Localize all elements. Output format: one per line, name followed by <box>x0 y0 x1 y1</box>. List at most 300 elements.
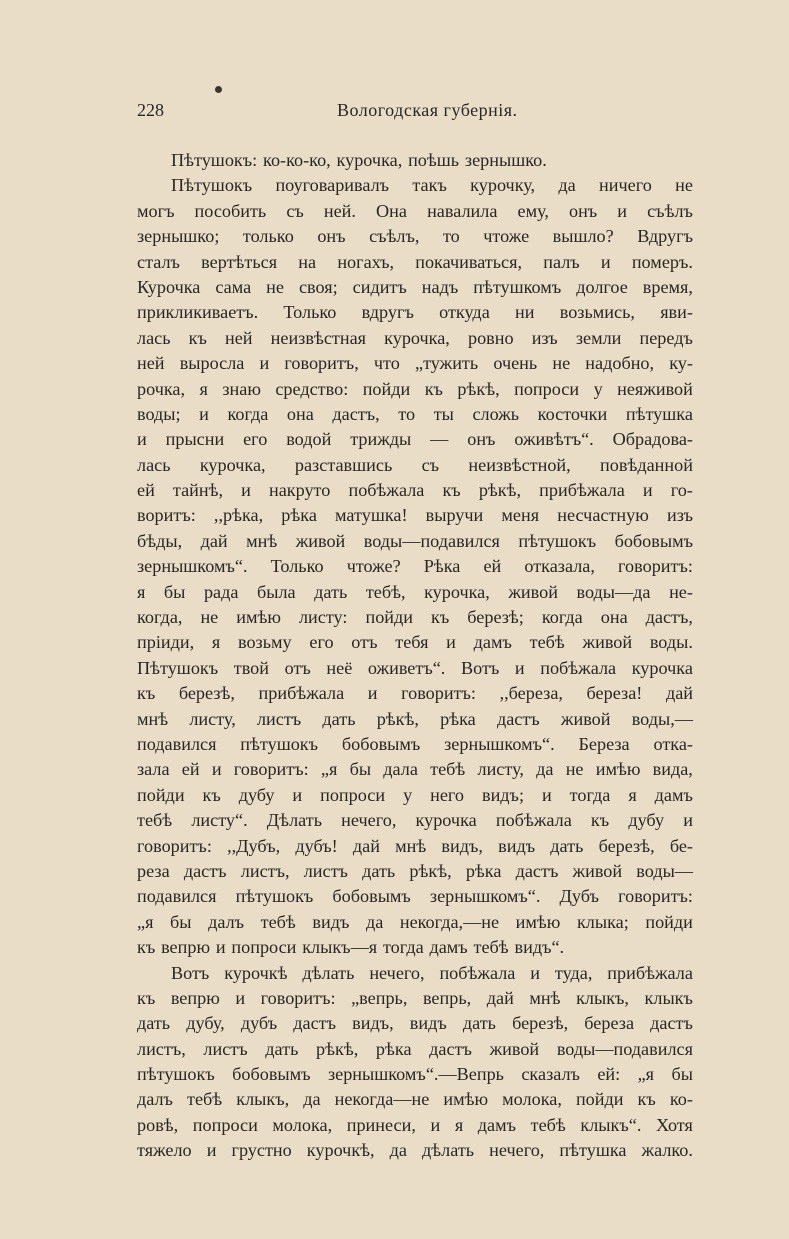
word: говоритъ, <box>284 353 359 374</box>
word: курочкѣ <box>224 962 288 983</box>
word: надъ <box>421 276 459 297</box>
word: листу, <box>477 759 524 780</box>
word: и <box>446 632 456 653</box>
word: клыкъ—я <box>302 937 378 958</box>
word: неизвѣстной, <box>468 454 571 475</box>
word: не <box>200 607 219 628</box>
word: время, <box>642 276 693 297</box>
word: она <box>286 403 314 424</box>
word: и <box>215 937 226 958</box>
word: дѣлать <box>302 962 355 983</box>
text-line <box>137 961 693 986</box>
word: трижды <box>350 429 412 450</box>
word: несчастную <box>557 505 649 526</box>
word: выручи <box>425 505 484 526</box>
word: я <box>628 784 637 805</box>
text-line <box>137 199 693 224</box>
word: къ <box>637 1089 656 1110</box>
word: и <box>137 429 147 450</box>
word: чтоже? <box>346 556 401 577</box>
word: береза <box>584 1013 635 1034</box>
word: рочка, <box>137 378 186 399</box>
word: Обрадова- <box>612 429 693 450</box>
word: живой <box>560 708 611 729</box>
word: дастъ, <box>332 403 380 424</box>
word: воды—подавился <box>363 530 500 551</box>
word: клыкъ“. <box>580 1114 642 1135</box>
word: пособить <box>194 200 267 221</box>
word: дать <box>462 1013 496 1034</box>
word: рѣка <box>465 860 502 881</box>
word: пѣтушокъ <box>235 886 314 907</box>
text-line <box>137 1087 693 1112</box>
word: клыкъ, <box>576 987 629 1008</box>
word: зернышко. <box>464 150 547 170</box>
word: молока, <box>272 1114 333 1135</box>
word: рѣка <box>281 505 317 526</box>
word: „вепрь, <box>351 987 408 1008</box>
text-line <box>137 503 693 528</box>
word: говоритъ: <box>137 835 212 856</box>
text-line <box>137 529 693 554</box>
word: ей <box>137 480 155 501</box>
word: жалко. <box>641 1140 693 1161</box>
word: рѣкѣ, <box>409 860 452 881</box>
word: нечего, <box>489 1140 545 1161</box>
word: тяжело <box>137 1140 192 1161</box>
word: вепрю <box>170 987 220 1008</box>
word: Только <box>270 556 324 577</box>
word: сталъ <box>137 251 180 272</box>
word: была <box>257 581 296 602</box>
word: дубу, <box>186 1013 225 1034</box>
text-line <box>137 300 693 325</box>
word: ровно <box>467 327 514 348</box>
word: и <box>541 784 552 805</box>
word: да <box>389 1140 407 1161</box>
word: лась <box>137 327 171 348</box>
word: листъ, <box>137 1038 186 1059</box>
word: говоритъ: <box>233 759 309 780</box>
word: чтоже <box>483 226 530 247</box>
word: дамъ <box>429 937 468 958</box>
text-line <box>137 275 693 300</box>
word: къ <box>137 683 156 704</box>
word: дать <box>265 1038 299 1059</box>
word: попроси <box>514 378 580 399</box>
text-line <box>137 783 693 808</box>
word: пойди <box>362 378 411 399</box>
text-line <box>137 834 693 859</box>
word: изъ <box>531 327 558 348</box>
word: померъ. <box>631 251 693 272</box>
text-line <box>137 884 693 909</box>
word: онъ <box>467 429 496 450</box>
word: дубъ! <box>295 835 338 856</box>
word: го- <box>670 480 693 501</box>
word: Пѣтушокъ <box>137 657 219 678</box>
word: видъ“. <box>514 937 565 958</box>
word: попроси <box>320 784 386 805</box>
word: дать <box>137 1013 171 1034</box>
word: зернышкомъ“. <box>444 733 555 754</box>
word: говоритъ: <box>401 683 476 704</box>
word: видъ <box>312 911 350 932</box>
word: и <box>367 683 378 704</box>
word: ни <box>515 302 535 323</box>
text-line <box>137 732 693 757</box>
word: пѣтушкомъ <box>473 276 562 297</box>
text-line <box>137 1062 693 1087</box>
word: матушка! <box>335 505 408 526</box>
word: да <box>303 1089 321 1110</box>
word: средство: <box>275 378 349 399</box>
word: имѣю <box>515 911 561 932</box>
word: листу“. <box>191 810 248 831</box>
word: отъ <box>284 657 311 678</box>
word: живой <box>508 581 558 602</box>
word: живой <box>582 632 633 653</box>
word: воды; <box>137 403 181 424</box>
word: побѣжала <box>439 962 516 983</box>
word: некогда—не <box>334 1089 430 1110</box>
word: дать <box>362 860 396 881</box>
word: ему, <box>517 200 549 221</box>
word: дастъ, <box>645 607 693 628</box>
word: курочку, <box>470 175 536 196</box>
word: курочка, <box>336 150 403 170</box>
text-line <box>137 1011 693 1036</box>
text-line <box>137 1138 693 1163</box>
word: прикликиваетъ. <box>137 302 259 323</box>
word: курочка, <box>199 454 266 475</box>
word: на <box>298 251 317 272</box>
text-line <box>137 757 693 782</box>
word: Она <box>376 200 407 221</box>
word: береза! <box>586 683 643 704</box>
word: выросла <box>179 353 245 374</box>
word: нечего, <box>369 962 425 983</box>
word: говоритъ: <box>618 556 693 577</box>
word: воды—да <box>576 581 651 602</box>
word: и <box>514 657 525 678</box>
word: онъ <box>568 200 598 221</box>
text-line <box>137 173 693 198</box>
word: дамъ <box>654 784 693 805</box>
word: ничего <box>599 175 652 196</box>
word: рѣкѣ, <box>478 480 522 501</box>
word: къ <box>442 480 461 501</box>
word: живой <box>572 860 623 881</box>
word: она <box>600 607 628 628</box>
word: отказала, <box>524 556 595 577</box>
word: твой <box>233 657 269 678</box>
word: листъ <box>203 1038 248 1059</box>
word: тогда <box>569 784 611 805</box>
word: ногахъ, <box>337 251 395 272</box>
word: грустно <box>231 1140 292 1161</box>
word: дамъ <box>473 632 512 653</box>
word: некогда,—не <box>399 911 500 932</box>
word: Хотя <box>655 1114 693 1135</box>
word: я <box>137 581 146 602</box>
word: покачиваться, <box>415 251 523 272</box>
page-header <box>137 100 693 130</box>
word: далъ <box>137 1089 173 1110</box>
word: откуда <box>439 302 490 323</box>
text-line <box>137 224 693 249</box>
word: имѣю <box>236 607 281 628</box>
word: къ <box>202 784 221 805</box>
word: тебѣ <box>260 911 296 932</box>
word: тебѣ <box>473 937 509 958</box>
word: сложь <box>472 403 520 424</box>
text-line <box>137 935 693 960</box>
word: пойди <box>365 607 414 628</box>
word: дубу <box>238 784 275 805</box>
word: него <box>430 784 465 805</box>
word: яви- <box>660 302 693 323</box>
word: неизвѣстная <box>270 327 367 348</box>
word: клыкъ <box>644 987 693 1008</box>
word: Береза <box>578 733 630 754</box>
word: земли <box>575 327 622 348</box>
word: отъ <box>351 632 378 653</box>
word: тебя <box>395 632 429 653</box>
word: повѣданной <box>600 454 693 475</box>
word: прысни <box>165 429 225 450</box>
word: прибѣжала <box>607 962 693 983</box>
word: ровѣ, <box>137 1114 179 1135</box>
text-line <box>137 605 693 630</box>
word: ко-ко-ко, <box>263 150 331 170</box>
word: очень <box>493 353 538 374</box>
word: бе- <box>669 835 693 856</box>
word: къ <box>188 327 207 348</box>
word: разставшись <box>294 454 393 475</box>
word: дать <box>322 708 356 729</box>
word: рѣкѣ, <box>457 378 500 399</box>
word: зернышкомъ“.—Вепрь <box>327 1064 504 1085</box>
word: попроси <box>192 1114 258 1135</box>
word: ты <box>433 403 454 424</box>
word: мнѣ <box>246 530 278 551</box>
word: передъ <box>639 327 693 348</box>
word: Вотъ <box>460 657 500 678</box>
word: косточки <box>537 403 608 424</box>
text-line <box>137 630 693 655</box>
word: дать <box>550 835 584 856</box>
word: и <box>199 403 209 424</box>
word: знаю <box>222 378 261 399</box>
word: Пѣтушокъ: <box>171 150 258 170</box>
word: листу: <box>298 607 348 628</box>
word: ,,рѣка, <box>213 505 264 526</box>
word: бобовымъ <box>232 1064 311 1085</box>
word: могъ <box>137 200 175 221</box>
word: когда <box>541 607 583 628</box>
word: да <box>558 175 576 196</box>
word: и <box>241 480 251 501</box>
word: тебѣ <box>530 1114 566 1135</box>
word: ней. <box>323 200 356 221</box>
word: Рѣка <box>423 556 461 577</box>
word: и <box>206 1140 217 1161</box>
word: дастъ <box>429 1038 472 1059</box>
word: не <box>675 175 693 196</box>
word: ,,Дубъ, <box>227 835 281 856</box>
word: не- <box>669 581 693 602</box>
word: ко- <box>669 1089 693 1110</box>
text-line <box>137 580 693 605</box>
word: когда <box>227 403 269 424</box>
word: говоритъ: <box>618 886 693 907</box>
word: воды,— <box>631 708 693 729</box>
word: я <box>211 632 221 653</box>
word: къ <box>424 378 443 399</box>
word: тебѣ <box>529 632 565 653</box>
word: вышло? <box>552 226 614 247</box>
word: дубъ <box>240 1013 278 1034</box>
text-line <box>137 377 693 402</box>
word: неяживой <box>617 378 693 399</box>
word: побѣжала <box>348 480 425 501</box>
text-line <box>137 681 693 706</box>
word: да <box>365 911 384 932</box>
word: и <box>617 200 628 221</box>
word: листъ, <box>240 860 290 881</box>
word: „я <box>320 759 338 780</box>
word: „тужить <box>415 353 479 374</box>
word: тебѣ <box>187 1089 223 1110</box>
word: возьму <box>238 632 292 653</box>
word: дай <box>352 835 380 856</box>
text-line <box>137 148 693 173</box>
word: отка- <box>653 733 693 754</box>
word: березѣ, <box>598 835 655 856</box>
word: рѣкѣ, <box>376 708 419 729</box>
word: вертѣться <box>201 251 278 272</box>
word: Вдругъ <box>637 226 693 247</box>
word: видъ, <box>352 1013 394 1034</box>
word: къ <box>590 810 610 831</box>
word: сказалъ <box>521 1064 580 1085</box>
text-line <box>137 656 693 681</box>
word: зернышкомъ“. <box>429 886 541 907</box>
word: Вотъ <box>171 962 210 983</box>
word: бы <box>349 759 372 780</box>
text-line <box>137 1113 693 1138</box>
word: нечего, <box>341 810 397 831</box>
word: дала <box>383 759 418 780</box>
word: онъ <box>317 226 346 247</box>
word: къ <box>137 937 156 958</box>
word: имѣю <box>443 1089 489 1110</box>
word: бобовымъ <box>332 886 411 907</box>
word: мнѣ <box>529 987 561 1008</box>
word: курочка, <box>384 327 450 348</box>
word: вида, <box>652 759 693 780</box>
word: навалила <box>427 200 498 221</box>
word: мнѣ <box>395 835 427 856</box>
word: видъ, <box>441 835 483 856</box>
ink-dot <box>215 86 222 93</box>
word: сама <box>215 276 252 297</box>
word: то <box>442 226 460 247</box>
text-line <box>137 351 693 376</box>
word: оживѣтъ“. <box>514 429 594 450</box>
word: реза <box>137 860 170 881</box>
word: бобовымъ <box>614 530 693 551</box>
word: воритъ: <box>137 505 196 526</box>
text-line <box>137 478 693 503</box>
word: пойди <box>575 1089 624 1110</box>
word: тебѣ, <box>365 581 406 602</box>
word: и <box>530 962 540 983</box>
word: съѣлъ, <box>369 226 420 247</box>
word: бы <box>170 911 192 932</box>
word: его <box>243 429 268 450</box>
word: дастъ <box>293 1013 337 1034</box>
word: пѣтушка <box>559 1140 627 1161</box>
word: курочка <box>631 657 693 678</box>
text-line <box>137 402 693 427</box>
word: Курочка <box>137 276 201 297</box>
text-line <box>137 453 693 478</box>
word: ,,береза, <box>499 683 563 704</box>
word: дастъ <box>515 860 559 881</box>
word: побѣжала <box>540 657 617 678</box>
text-line <box>137 1037 693 1062</box>
body-text <box>137 148 693 1164</box>
word: неё <box>326 657 353 678</box>
word: водой <box>286 429 332 450</box>
word: и <box>642 480 653 501</box>
word: видъ <box>498 835 536 856</box>
text-line <box>137 326 693 351</box>
word: такъ <box>412 175 447 196</box>
word: прибѣжала <box>539 480 625 501</box>
word: видъ; <box>481 784 525 805</box>
text-line <box>137 707 693 732</box>
word: пойди <box>645 911 693 932</box>
word: у <box>403 784 413 805</box>
word: ей: <box>597 1064 621 1085</box>
word: прибѣжала <box>258 683 345 704</box>
word: сидитъ <box>352 276 407 297</box>
word: Дѣлать <box>266 810 322 831</box>
word: оживетъ“. <box>367 657 446 678</box>
word: зала <box>137 759 170 780</box>
word: бы <box>671 1064 693 1085</box>
word: то <box>398 403 416 424</box>
word: зернышкомъ“. <box>137 556 248 577</box>
word: листъ <box>256 708 302 729</box>
word: и <box>292 784 303 805</box>
word: рѣка <box>440 708 476 729</box>
word: не <box>552 353 571 374</box>
word: лась <box>137 454 171 475</box>
word: видъ <box>409 1013 447 1034</box>
word: у <box>593 378 603 399</box>
text-line <box>137 808 693 833</box>
word: бобовымъ <box>341 733 421 754</box>
word: только <box>242 226 294 247</box>
word: съ <box>286 200 304 221</box>
word: я <box>199 378 208 399</box>
word: дамъ <box>477 1114 517 1135</box>
word: побѣжала <box>495 810 572 831</box>
